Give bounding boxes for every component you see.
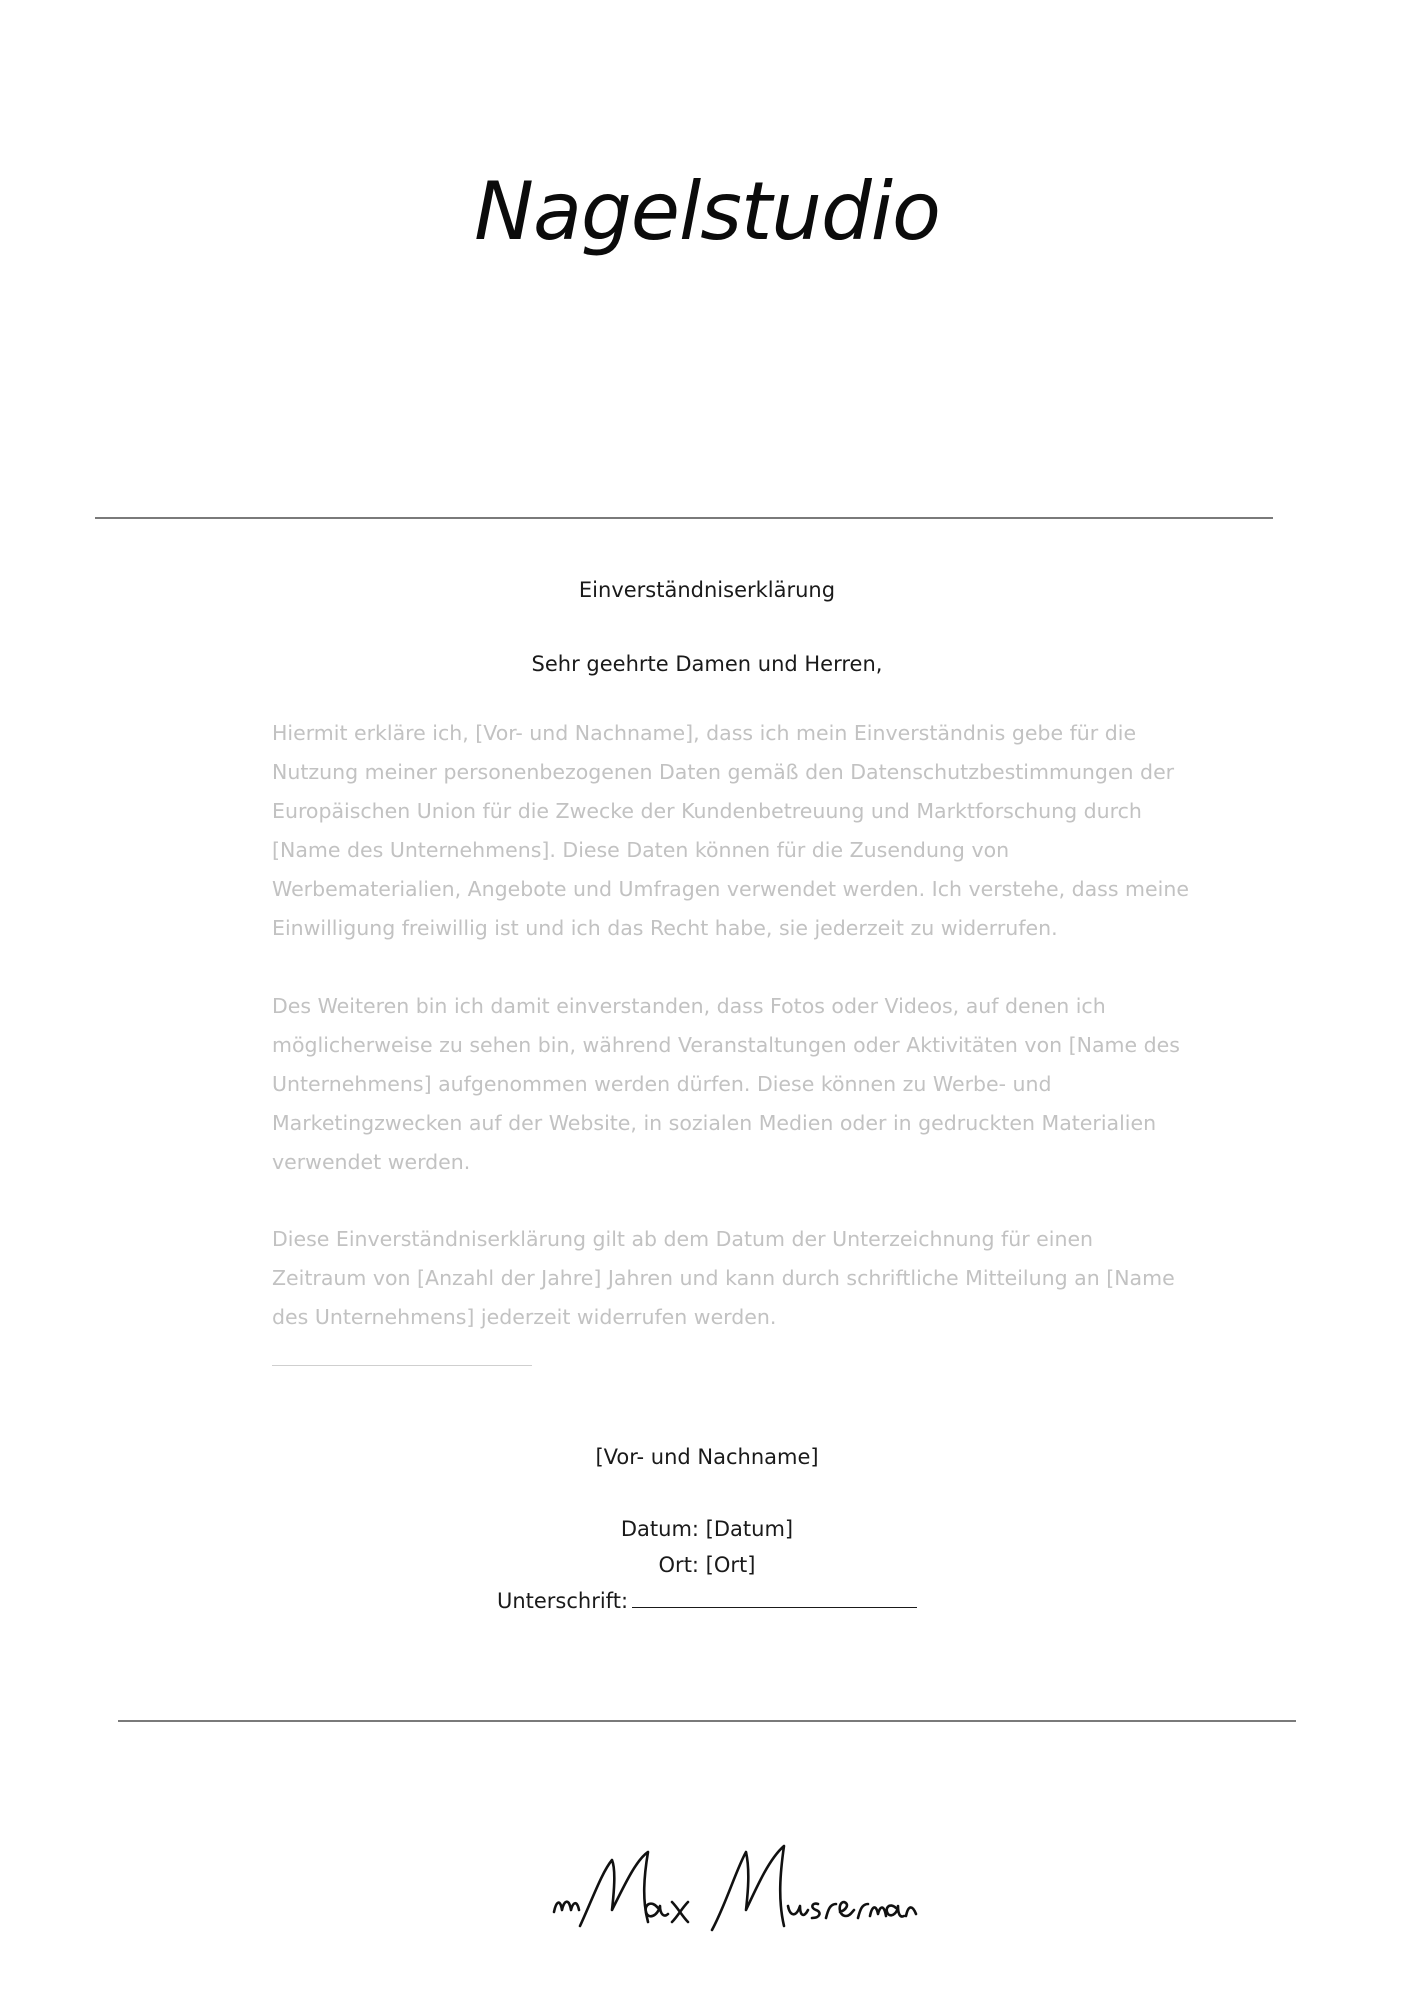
short-separator-line: [272, 1365, 532, 1366]
name-placeholder: [Vor- und Nachname]: [595, 1445, 819, 1469]
place-line: Ort: [Ort]: [658, 1553, 756, 1577]
paragraph-consent-media: Des Weiteren bin ich damit einverstanden, dass Fotos oder Videos, auf denen ich möglicherweise zu sehen bin, während Veranstaltungen oder Aktivitäten von [Name des Unternehmens] aufgenommen werden dürfen. Diese können zu Werbe- und Marketingzwecken auf der Website, in sozialen Medien oder in gedruckten Materialien verwendet werden.: [272, 994, 1180, 1174]
top-divider: [95, 517, 1273, 519]
handwritten-signature: [540, 1830, 920, 1940]
page-title: Nagelstudio: [474, 165, 940, 258]
signature-line: [0, 1589, 1414, 1613]
salutation: Sehr geehrte Damen und Herren,: [531, 652, 883, 676]
date-line: Datum: [Datum]: [620, 1517, 794, 1541]
signature-drawing: [540, 1830, 920, 1940]
document-heading: Einverständniserklärung: [578, 578, 836, 602]
signature-label: Unterschrift:: [496, 1589, 629, 1613]
paragraph-consent-data: Hiermit erkläre ich, [Vor- und Nachname], dass ich mein Einverständnis gebe für die Nutzung meiner personenbezogenen Daten gemäß den Datenschutzbestimmungen der Europäischen Union für die Zwecke der Kundenbetreuung und Marktforschung durch [Name des Unternehmens]. Diese Daten können für die Zusendung von Werbematerialien, Angebote und Umfragen verwendet werden. Ich verstehe, dass meine Einwilligung freiwillig ist und ich das Recht habe, sie jederzeit zu widerrufen.: [272, 721, 1189, 940]
signature-blank[interactable]: [632, 1589, 917, 1608]
bottom-divider: [118, 1720, 1296, 1722]
paragraph-validity: Diese Einverständniserklärung gilt ab dem Datum der Unterzeichnung für einen Zeitraum von [Anzahl der Jahre] Jahren und kann durch schriftliche Mitteilung an [Name des Unternehmens] jederzeit widerrufen werden.: [272, 1227, 1175, 1329]
